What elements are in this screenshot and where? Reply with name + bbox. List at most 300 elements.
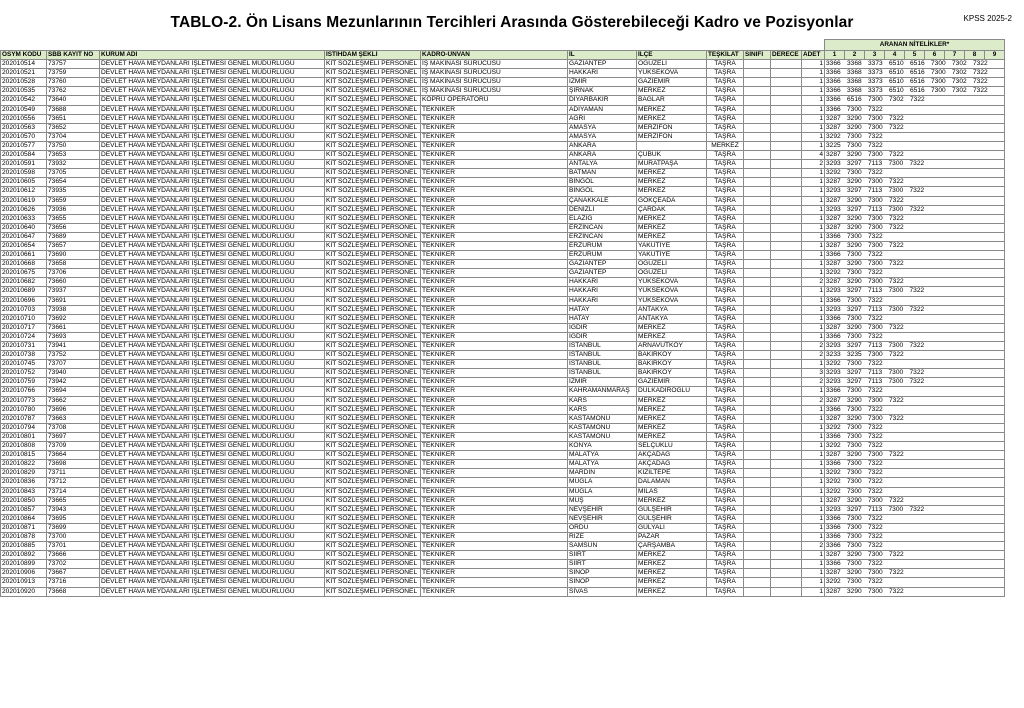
cell-teskilat: TAŞRA bbox=[707, 460, 744, 469]
cell-kadro-unvan: TEKNİKER bbox=[421, 478, 568, 487]
cell-teskilat: TAŞRA bbox=[707, 187, 744, 196]
cell-kurum-adi: DEVLET HAVA MEYDANLARI İŞLETMESİ GENEL MÜDÜRLÜĞÜ bbox=[100, 369, 325, 378]
cell-derece bbox=[771, 132, 802, 141]
cell-ilce: YÜKSEKOVA bbox=[637, 296, 707, 305]
cell-nitelik-codes: 3293 3297 7113 7300 7322 bbox=[825, 305, 1005, 314]
cell-kurum-adi: DEVLET HAVA MEYDANLARI İŞLETMESİ GENEL MÜDÜRLÜĞÜ bbox=[100, 78, 325, 87]
cell-sbb-kayit-no: 73943 bbox=[47, 505, 100, 514]
cell-teskilat: TAŞRA bbox=[707, 442, 744, 451]
cell-sbb-kayit-no: 73752 bbox=[47, 351, 100, 360]
cell-sbb-kayit-no: 73654 bbox=[47, 178, 100, 187]
cell-teskilat: TAŞRA bbox=[707, 178, 744, 187]
cell-istihdam-sekli: KİT SÖZLEŞMELİ PERSONEL bbox=[325, 387, 421, 396]
cell-kurum-adi: DEVLET HAVA MEYDANLARI İŞLETMESİ GENEL MÜDÜRLÜĞÜ bbox=[100, 542, 325, 551]
cell-teskilat: TAŞRA bbox=[707, 569, 744, 578]
cell-nitelik-codes: 3366 7300 7322 bbox=[825, 387, 1005, 396]
cell-sinifi bbox=[744, 196, 771, 205]
cell-adet: 1 bbox=[802, 323, 825, 332]
table-row bbox=[1, 287, 1005, 296]
cell-derece bbox=[771, 178, 802, 187]
cell-derece bbox=[771, 587, 802, 596]
page-title: TABLO-2. Ön Lisans Mezunlarının Tercihleri Arasında Gösterebileceği Kadro ve Pozisyonlar bbox=[170, 14, 854, 31]
cell-teskilat: TAŞRA bbox=[707, 105, 744, 114]
cell-osym-kodu: 202010808 bbox=[1, 442, 47, 451]
col-nitelik-5: 5 bbox=[905, 51, 925, 60]
cell-kurum-adi: DEVLET HAVA MEYDANLARI İŞLETMESİ GENEL MÜDÜRLÜĞÜ bbox=[100, 96, 325, 105]
cell-derece bbox=[771, 241, 802, 250]
cell-kadro-unvan: TEKNİKER bbox=[421, 460, 568, 469]
cell-osym-kodu: 202010717 bbox=[1, 323, 47, 332]
cell-sbb-kayit-no: 73696 bbox=[47, 405, 100, 414]
cell-sinifi bbox=[744, 260, 771, 269]
cell-sbb-kayit-no: 73658 bbox=[47, 260, 100, 269]
cell-derece bbox=[771, 196, 802, 205]
cell-adet: 1 bbox=[802, 560, 825, 569]
cell-istihdam-sekli: KİT SÖZLEŞMELİ PERSONEL bbox=[325, 178, 421, 187]
cell-osym-kodu: 202010864 bbox=[1, 514, 47, 523]
table-row bbox=[1, 423, 1005, 432]
col-istihdam-sekli: İSTİHDAM ŞEKLİ bbox=[325, 51, 421, 60]
cell-sbb-kayit-no: 73760 bbox=[47, 78, 100, 87]
cell-sbb-kayit-no: 73938 bbox=[47, 305, 100, 314]
cell-kurum-adi: DEVLET HAVA MEYDANLARI İŞLETMESİ GENEL MÜDÜRLÜĞÜ bbox=[100, 323, 325, 332]
cell-nitelik-codes: 3366 7300 7322 bbox=[825, 542, 1005, 551]
cell-derece bbox=[771, 223, 802, 232]
cell-sinifi bbox=[744, 169, 771, 178]
cell-derece bbox=[771, 342, 802, 351]
cell-nitelik-codes: 3293 3297 7113 7300 7322 bbox=[825, 378, 1005, 387]
cell-sbb-kayit-no: 73688 bbox=[47, 105, 100, 114]
cell-sinifi bbox=[744, 178, 771, 187]
cell-kurum-adi: DEVLET HAVA MEYDANLARI İŞLETMESİ GENEL MÜDÜRLÜĞÜ bbox=[100, 69, 325, 78]
cell-sinifi bbox=[744, 96, 771, 105]
cell-istihdam-sekli: KİT SÖZLEŞMELİ PERSONEL bbox=[325, 432, 421, 441]
cell-kadro-unvan: TEKNİKER bbox=[421, 287, 568, 296]
cell-kadro-unvan: TEKNİKER bbox=[421, 432, 568, 441]
cell-derece bbox=[771, 469, 802, 478]
cell-sinifi bbox=[744, 105, 771, 114]
cell-ilce: MERKEZ bbox=[637, 569, 707, 578]
cell-sinifi bbox=[744, 78, 771, 87]
cell-sinifi bbox=[744, 478, 771, 487]
cell-sinifi bbox=[744, 451, 771, 460]
cell-teskilat: TAŞRA bbox=[707, 532, 744, 541]
cell-kurum-adi: DEVLET HAVA MEYDANLARI İŞLETMESİ GENEL MÜDÜRLÜĞÜ bbox=[100, 560, 325, 569]
cell-derece bbox=[771, 169, 802, 178]
cell-nitelik-codes: 3287 3290 7300 7322 bbox=[825, 587, 1005, 596]
table-row bbox=[1, 587, 1005, 596]
cell-osym-kodu: 202010549 bbox=[1, 105, 47, 114]
cell-ilce: ANTAKYA bbox=[637, 314, 707, 323]
cell-nitelik-codes: 3292 7300 7322 bbox=[825, 442, 1005, 451]
exam-code: KPSS 2025-2 bbox=[963, 14, 1012, 23]
cell-kurum-adi: DEVLET HAVA MEYDANLARI İŞLETMESİ GENEL MÜDÜRLÜĞÜ bbox=[100, 514, 325, 523]
cell-osym-kodu: 202010535 bbox=[1, 87, 47, 96]
table-body bbox=[1, 60, 1005, 597]
cell-il: HAKKARİ bbox=[568, 287, 637, 296]
cell-kadro-unvan: TEKNİKER bbox=[421, 305, 568, 314]
cell-teskilat: TAŞRA bbox=[707, 151, 744, 160]
table-row bbox=[1, 332, 1005, 341]
cell-adet: 1 bbox=[802, 469, 825, 478]
cell-ilce: MİLAS bbox=[637, 487, 707, 496]
cell-kadro-unvan: TEKNİKER bbox=[421, 241, 568, 250]
cell-kurum-adi: DEVLET HAVA MEYDANLARI İŞLETMESİ GENEL MÜDÜRLÜĞÜ bbox=[100, 278, 325, 287]
cell-ilce: GÖKÇEADA bbox=[637, 196, 707, 205]
cell-istihdam-sekli: KİT SÖZLEŞMELİ PERSONEL bbox=[325, 442, 421, 451]
cell-nitelik-codes: 3287 3290 7300 7322 bbox=[825, 151, 1005, 160]
cell-teskilat: TAŞRA bbox=[707, 505, 744, 514]
cell-kurum-adi: DEVLET HAVA MEYDANLARI İŞLETMESİ GENEL MÜDÜRLÜĞÜ bbox=[100, 342, 325, 351]
cell-derece bbox=[771, 369, 802, 378]
cell-nitelik-codes: 3287 3290 7300 7322 bbox=[825, 123, 1005, 132]
cell-sbb-kayit-no: 73937 bbox=[47, 287, 100, 296]
cell-ilce: BAĞLAR bbox=[637, 96, 707, 105]
cell-derece bbox=[771, 478, 802, 487]
cell-sinifi bbox=[744, 532, 771, 541]
cell-kadro-unvan: TEKNİKER bbox=[421, 560, 568, 569]
cell-teskilat: TAŞRA bbox=[707, 551, 744, 560]
cell-ilce: OĞUZELİ bbox=[637, 60, 707, 69]
table-row bbox=[1, 214, 1005, 223]
cell-osym-kodu: 202010752 bbox=[1, 369, 47, 378]
table-row bbox=[1, 169, 1005, 178]
cell-adet: 1 bbox=[802, 269, 825, 278]
cell-kadro-unvan: TEKNİKER bbox=[421, 387, 568, 396]
table-row bbox=[1, 360, 1005, 369]
cell-il: SİİRT bbox=[568, 551, 637, 560]
cell-il: MUŞ bbox=[568, 496, 637, 505]
cell-derece bbox=[771, 496, 802, 505]
cell-kurum-adi: DEVLET HAVA MEYDANLARI İŞLETMESİ GENEL MÜDÜRLÜĞÜ bbox=[100, 305, 325, 314]
cell-ilce: MERKEZ bbox=[637, 587, 707, 596]
cell-teskilat: TAŞRA bbox=[707, 478, 744, 487]
cell-teskilat: TAŞRA bbox=[707, 323, 744, 332]
cell-il: MALATYA bbox=[568, 451, 637, 460]
cell-il: ERZURUM bbox=[568, 241, 637, 250]
cell-ilce: MERKEZ bbox=[637, 223, 707, 232]
cell-il: HAKKARİ bbox=[568, 69, 637, 78]
cell-sbb-kayit-no: 73697 bbox=[47, 432, 100, 441]
cell-adet: 1 bbox=[802, 414, 825, 423]
col-nitelik-9: 9 bbox=[985, 51, 1005, 60]
cell-nitelik-codes: 3287 3290 7300 7322 bbox=[825, 278, 1005, 287]
cell-istihdam-sekli: KİT SÖZLEŞMELİ PERSONEL bbox=[325, 569, 421, 578]
cell-ilce: ÇARDAK bbox=[637, 205, 707, 214]
cell-osym-kodu: 202010843 bbox=[1, 487, 47, 496]
cell-sbb-kayit-no: 73699 bbox=[47, 523, 100, 532]
cell-nitelik-codes: 3292 7300 7322 bbox=[825, 578, 1005, 587]
cell-ilce: ARNAVUTKÖY bbox=[637, 342, 707, 351]
cell-osym-kodu: 202010556 bbox=[1, 114, 47, 123]
cell-ilce: YAKUTİYE bbox=[637, 251, 707, 260]
cell-osym-kodu: 202010920 bbox=[1, 587, 47, 596]
cell-nitelik-codes: 3366 7300 7322 bbox=[825, 105, 1005, 114]
cell-sinifi bbox=[744, 60, 771, 69]
cell-osym-kodu: 202010521 bbox=[1, 69, 47, 78]
cell-derece bbox=[771, 487, 802, 496]
cell-il: MUĞLA bbox=[568, 487, 637, 496]
cell-ilce: GAZİEMİR bbox=[637, 78, 707, 87]
cell-kadro-unvan: TEKNİKER bbox=[421, 369, 568, 378]
cell-nitelik-codes: 3366 3368 3373 6510 6516 7300 7302 7322 bbox=[825, 69, 1005, 78]
cell-sinifi bbox=[744, 187, 771, 196]
cell-ilce: MERKEZ bbox=[637, 87, 707, 96]
cell-derece bbox=[771, 296, 802, 305]
cell-kurum-adi: DEVLET HAVA MEYDANLARI İŞLETMESİ GENEL MÜDÜRLÜĞÜ bbox=[100, 423, 325, 432]
cell-kadro-unvan: TEKNİKER bbox=[421, 351, 568, 360]
cell-il: NEVŞEHİR bbox=[568, 505, 637, 514]
cell-sinifi bbox=[744, 323, 771, 332]
cell-teskilat: TAŞRA bbox=[707, 232, 744, 241]
table-row bbox=[1, 105, 1005, 114]
cell-istihdam-sekli: KİT SÖZLEŞMELİ PERSONEL bbox=[325, 314, 421, 323]
cell-derece bbox=[771, 405, 802, 414]
cell-teskilat: TAŞRA bbox=[707, 378, 744, 387]
cell-kurum-adi: DEVLET HAVA MEYDANLARI İŞLETMESİ GENEL MÜDÜRLÜĞÜ bbox=[100, 569, 325, 578]
cell-il: ŞIRNAK bbox=[568, 87, 637, 96]
cell-istihdam-sekli: KİT SÖZLEŞMELİ PERSONEL bbox=[325, 532, 421, 541]
table-row bbox=[1, 378, 1005, 387]
cell-sinifi bbox=[744, 351, 771, 360]
cell-teskilat: TAŞRA bbox=[707, 287, 744, 296]
table-row bbox=[1, 369, 1005, 378]
cell-derece bbox=[771, 523, 802, 532]
cell-kadro-unvan: İŞ MAKİNASI SÜRÜCÜSÜ bbox=[421, 69, 568, 78]
cell-teskilat: TAŞRA bbox=[707, 469, 744, 478]
cell-teskilat: TAŞRA bbox=[707, 542, 744, 551]
cell-adet: 1 bbox=[802, 387, 825, 396]
cell-sbb-kayit-no: 73698 bbox=[47, 460, 100, 469]
cell-sinifi bbox=[744, 423, 771, 432]
cell-nitelik-codes: 3366 7300 7322 bbox=[825, 314, 1005, 323]
cell-nitelik-codes: 3293 3297 7113 7300 7322 bbox=[825, 160, 1005, 169]
cell-ilce: MERKEZ bbox=[637, 178, 707, 187]
cell-sbb-kayit-no: 73935 bbox=[47, 187, 100, 196]
cell-adet: 1 bbox=[802, 423, 825, 432]
cell-nitelik-codes: 3366 7300 7322 bbox=[825, 232, 1005, 241]
cell-kurum-adi: DEVLET HAVA MEYDANLARI İŞLETMESİ GENEL MÜDÜRLÜĞÜ bbox=[100, 460, 325, 469]
cell-kadro-unvan: TEKNİKER bbox=[421, 214, 568, 223]
cell-sinifi bbox=[744, 505, 771, 514]
cell-sinifi bbox=[744, 432, 771, 441]
cell-sinifi bbox=[744, 442, 771, 451]
cell-kurum-adi: DEVLET HAVA MEYDANLARI İŞLETMESİ GENEL MÜDÜRLÜĞÜ bbox=[100, 523, 325, 532]
cell-osym-kodu: 202010801 bbox=[1, 432, 47, 441]
cell-sbb-kayit-no: 73665 bbox=[47, 496, 100, 505]
cell-il: BİNGÖL bbox=[568, 178, 637, 187]
cell-sbb-kayit-no: 73714 bbox=[47, 487, 100, 496]
nitelik-group-header: ARANAN NİTELİKLER* bbox=[825, 40, 1005, 51]
cell-adet: 1 bbox=[802, 451, 825, 460]
cell-istihdam-sekli: KİT SÖZLEŞMELİ PERSONEL bbox=[325, 360, 421, 369]
cell-sbb-kayit-no: 73653 bbox=[47, 151, 100, 160]
cell-adet: 1 bbox=[802, 232, 825, 241]
cell-sinifi bbox=[744, 296, 771, 305]
cell-nitelik-codes: 3293 3297 7113 7300 7322 bbox=[825, 287, 1005, 296]
cell-sinifi bbox=[744, 551, 771, 560]
cell-sbb-kayit-no: 73936 bbox=[47, 205, 100, 214]
table-row bbox=[1, 414, 1005, 423]
cell-kadro-unvan: TEKNİKER bbox=[421, 442, 568, 451]
cell-sbb-kayit-no: 73716 bbox=[47, 578, 100, 587]
cell-derece bbox=[771, 442, 802, 451]
cell-il: KARS bbox=[568, 405, 637, 414]
cell-il: SİNOP bbox=[568, 578, 637, 587]
cell-kurum-adi: DEVLET HAVA MEYDANLARI İŞLETMESİ GENEL MÜDÜRLÜĞÜ bbox=[100, 532, 325, 541]
cell-teskilat: TAŞRA bbox=[707, 260, 744, 269]
cell-kadro-unvan: TEKNİKER bbox=[421, 251, 568, 260]
cell-nitelik-codes: 3366 3368 3373 6510 6516 7300 7302 7322 bbox=[825, 87, 1005, 96]
cell-teskilat: TAŞRA bbox=[707, 196, 744, 205]
cell-sinifi bbox=[744, 132, 771, 141]
cell-nitelik-codes: 3287 3290 7300 7322 bbox=[825, 214, 1005, 223]
cell-teskilat: TAŞRA bbox=[707, 405, 744, 414]
cell-istihdam-sekli: KİT SÖZLEŞMELİ PERSONEL bbox=[325, 160, 421, 169]
cell-osym-kodu: 202010682 bbox=[1, 278, 47, 287]
col-nitelik-1: 1 bbox=[825, 51, 845, 60]
header-row bbox=[1, 51, 1005, 60]
cell-sbb-kayit-no: 73666 bbox=[47, 551, 100, 560]
cell-nitelik-codes: 3293 3297 7113 7300 7322 bbox=[825, 505, 1005, 514]
cell-nitelik-codes: 3366 7300 7322 bbox=[825, 532, 1005, 541]
cell-kurum-adi: DEVLET HAVA MEYDANLARI İŞLETMESİ GENEL MÜDÜRLÜĞÜ bbox=[100, 169, 325, 178]
table-row bbox=[1, 496, 1005, 505]
cell-kadro-unvan: TEKNİKER bbox=[421, 323, 568, 332]
cell-sbb-kayit-no: 73663 bbox=[47, 414, 100, 423]
cell-osym-kodu: 202010570 bbox=[1, 132, 47, 141]
cell-kadro-unvan: İŞ MAKİNASI SÜRÜCÜSÜ bbox=[421, 78, 568, 87]
cell-adet: 1 bbox=[802, 478, 825, 487]
table-row bbox=[1, 196, 1005, 205]
cell-ilce: AKÇADAĞ bbox=[637, 451, 707, 460]
cell-il: ANKARA bbox=[568, 141, 637, 150]
cell-istihdam-sekli: KİT SÖZLEŞMELİ PERSONEL bbox=[325, 451, 421, 460]
cell-ilce: BAKIRKÖY bbox=[637, 369, 707, 378]
cell-derece bbox=[771, 205, 802, 214]
cell-nitelik-codes: 3366 7300 7322 bbox=[825, 405, 1005, 414]
cell-sbb-kayit-no: 73700 bbox=[47, 532, 100, 541]
cell-kurum-adi: DEVLET HAVA MEYDANLARI İŞLETMESİ GENEL MÜDÜRLÜĞÜ bbox=[100, 287, 325, 296]
cell-istihdam-sekli: KİT SÖZLEŞMELİ PERSONEL bbox=[325, 351, 421, 360]
cell-adet: 1 bbox=[802, 360, 825, 369]
cell-osym-kodu: 202010696 bbox=[1, 296, 47, 305]
cell-nitelik-codes: 3366 3368 3373 6510 6516 7300 7302 7322 bbox=[825, 60, 1005, 69]
cell-kurum-adi: DEVLET HAVA MEYDANLARI İŞLETMESİ GENEL MÜDÜRLÜĞÜ bbox=[100, 105, 325, 114]
cell-ilce: KIZILTEPE bbox=[637, 469, 707, 478]
cell-osym-kodu: 202010850 bbox=[1, 496, 47, 505]
cell-nitelik-codes: 3292 7300 7322 bbox=[825, 423, 1005, 432]
cell-nitelik-codes: 3293 3297 7113 7300 7322 bbox=[825, 205, 1005, 214]
table-row bbox=[1, 351, 1005, 360]
cell-derece bbox=[771, 451, 802, 460]
table-row bbox=[1, 569, 1005, 578]
cell-adet: 1 bbox=[802, 569, 825, 578]
cell-istihdam-sekli: KİT SÖZLEŞMELİ PERSONEL bbox=[325, 423, 421, 432]
cell-derece bbox=[771, 123, 802, 132]
cell-adet: 1 bbox=[802, 532, 825, 541]
cell-istihdam-sekli: KİT SÖZLEŞMELİ PERSONEL bbox=[325, 87, 421, 96]
cell-teskilat: TAŞRA bbox=[707, 205, 744, 214]
cell-sbb-kayit-no: 73759 bbox=[47, 69, 100, 78]
cell-derece bbox=[771, 432, 802, 441]
table-row bbox=[1, 560, 1005, 569]
cell-ilce: BAKIRKÖY bbox=[637, 360, 707, 369]
cell-il: SİVAS bbox=[568, 587, 637, 596]
col-nitelik-3: 3 bbox=[865, 51, 885, 60]
cell-derece bbox=[771, 569, 802, 578]
table-row bbox=[1, 278, 1005, 287]
table-row bbox=[1, 114, 1005, 123]
cell-istihdam-sekli: KİT SÖZLEŞMELİ PERSONEL bbox=[325, 578, 421, 587]
cell-nitelik-codes: 3287 3290 7300 7322 bbox=[825, 178, 1005, 187]
cell-ilce: DALAMAN bbox=[637, 478, 707, 487]
cell-sinifi bbox=[744, 587, 771, 596]
cell-nitelik-codes: 3287 3290 7300 7322 bbox=[825, 223, 1005, 232]
cell-adet: 1 bbox=[802, 496, 825, 505]
table-row bbox=[1, 532, 1005, 541]
cell-sinifi bbox=[744, 342, 771, 351]
cell-osym-kodu: 202010675 bbox=[1, 269, 47, 278]
col-kadro-unvan: KADRO-ÜNVAN bbox=[421, 51, 568, 60]
col-adet: ADET bbox=[802, 51, 825, 60]
cell-adet: 2 bbox=[802, 396, 825, 405]
cell-sbb-kayit-no: 73691 bbox=[47, 296, 100, 305]
cell-ilce: MERKEZ bbox=[637, 432, 707, 441]
col-sinifi: SINIFI bbox=[744, 51, 771, 60]
cell-sinifi bbox=[744, 232, 771, 241]
cell-sbb-kayit-no: 73708 bbox=[47, 423, 100, 432]
table-row bbox=[1, 223, 1005, 232]
cell-adet: 1 bbox=[802, 214, 825, 223]
cell-osym-kodu: 202010563 bbox=[1, 123, 47, 132]
cell-adet: 1 bbox=[802, 223, 825, 232]
cell-osym-kodu: 202010640 bbox=[1, 223, 47, 232]
cell-istihdam-sekli: KİT SÖZLEŞMELİ PERSONEL bbox=[325, 396, 421, 405]
cell-derece bbox=[771, 396, 802, 405]
cell-istihdam-sekli: KİT SÖZLEŞMELİ PERSONEL bbox=[325, 78, 421, 87]
cell-derece bbox=[771, 160, 802, 169]
cell-osym-kodu: 202010710 bbox=[1, 314, 47, 323]
cell-nitelik-codes: 3287 3290 7300 7322 bbox=[825, 414, 1005, 423]
cell-adet: 1 bbox=[802, 487, 825, 496]
cell-adet: 1 bbox=[802, 187, 825, 196]
cell-ilce: MERKEZ bbox=[637, 578, 707, 587]
cell-kurum-adi: DEVLET HAVA MEYDANLARI İŞLETMESİ GENEL MÜDÜRLÜĞÜ bbox=[100, 123, 325, 132]
cell-derece bbox=[771, 187, 802, 196]
cell-teskilat: TAŞRA bbox=[707, 360, 744, 369]
cell-sinifi bbox=[744, 223, 771, 232]
cell-istihdam-sekli: KİT SÖZLEŞMELİ PERSONEL bbox=[325, 278, 421, 287]
cell-adet: 1 bbox=[802, 241, 825, 250]
cell-nitelik-codes: 3292 7300 7322 bbox=[825, 469, 1005, 478]
cell-adet: 1 bbox=[802, 96, 825, 105]
cell-osym-kodu: 202010906 bbox=[1, 569, 47, 578]
cell-il: ÇANAKKALE bbox=[568, 196, 637, 205]
cell-kurum-adi: DEVLET HAVA MEYDANLARI İŞLETMESİ GENEL MÜDÜRLÜĞÜ bbox=[100, 387, 325, 396]
cell-derece bbox=[771, 542, 802, 551]
cell-kurum-adi: DEVLET HAVA MEYDANLARI İŞLETMESİ GENEL MÜDÜRLÜĞÜ bbox=[100, 478, 325, 487]
cell-nitelik-codes: 3293 3297 7113 7300 7322 bbox=[825, 342, 1005, 351]
cell-il: GAZİANTEP bbox=[568, 60, 637, 69]
cell-sinifi bbox=[744, 523, 771, 532]
cell-nitelik-codes: 3366 7300 7322 bbox=[825, 332, 1005, 341]
cell-osym-kodu: 202010654 bbox=[1, 241, 47, 250]
cell-il: KAHRAMANMARAŞ bbox=[568, 387, 637, 396]
cell-kurum-adi: DEVLET HAVA MEYDANLARI İŞLETMESİ GENEL MÜDÜRLÜĞÜ bbox=[100, 432, 325, 441]
cell-kurum-adi: DEVLET HAVA MEYDANLARI İŞLETMESİ GENEL MÜDÜRLÜĞÜ bbox=[100, 187, 325, 196]
cell-kurum-adi: DEVLET HAVA MEYDANLARI İŞLETMESİ GENEL MÜDÜRLÜĞÜ bbox=[100, 269, 325, 278]
